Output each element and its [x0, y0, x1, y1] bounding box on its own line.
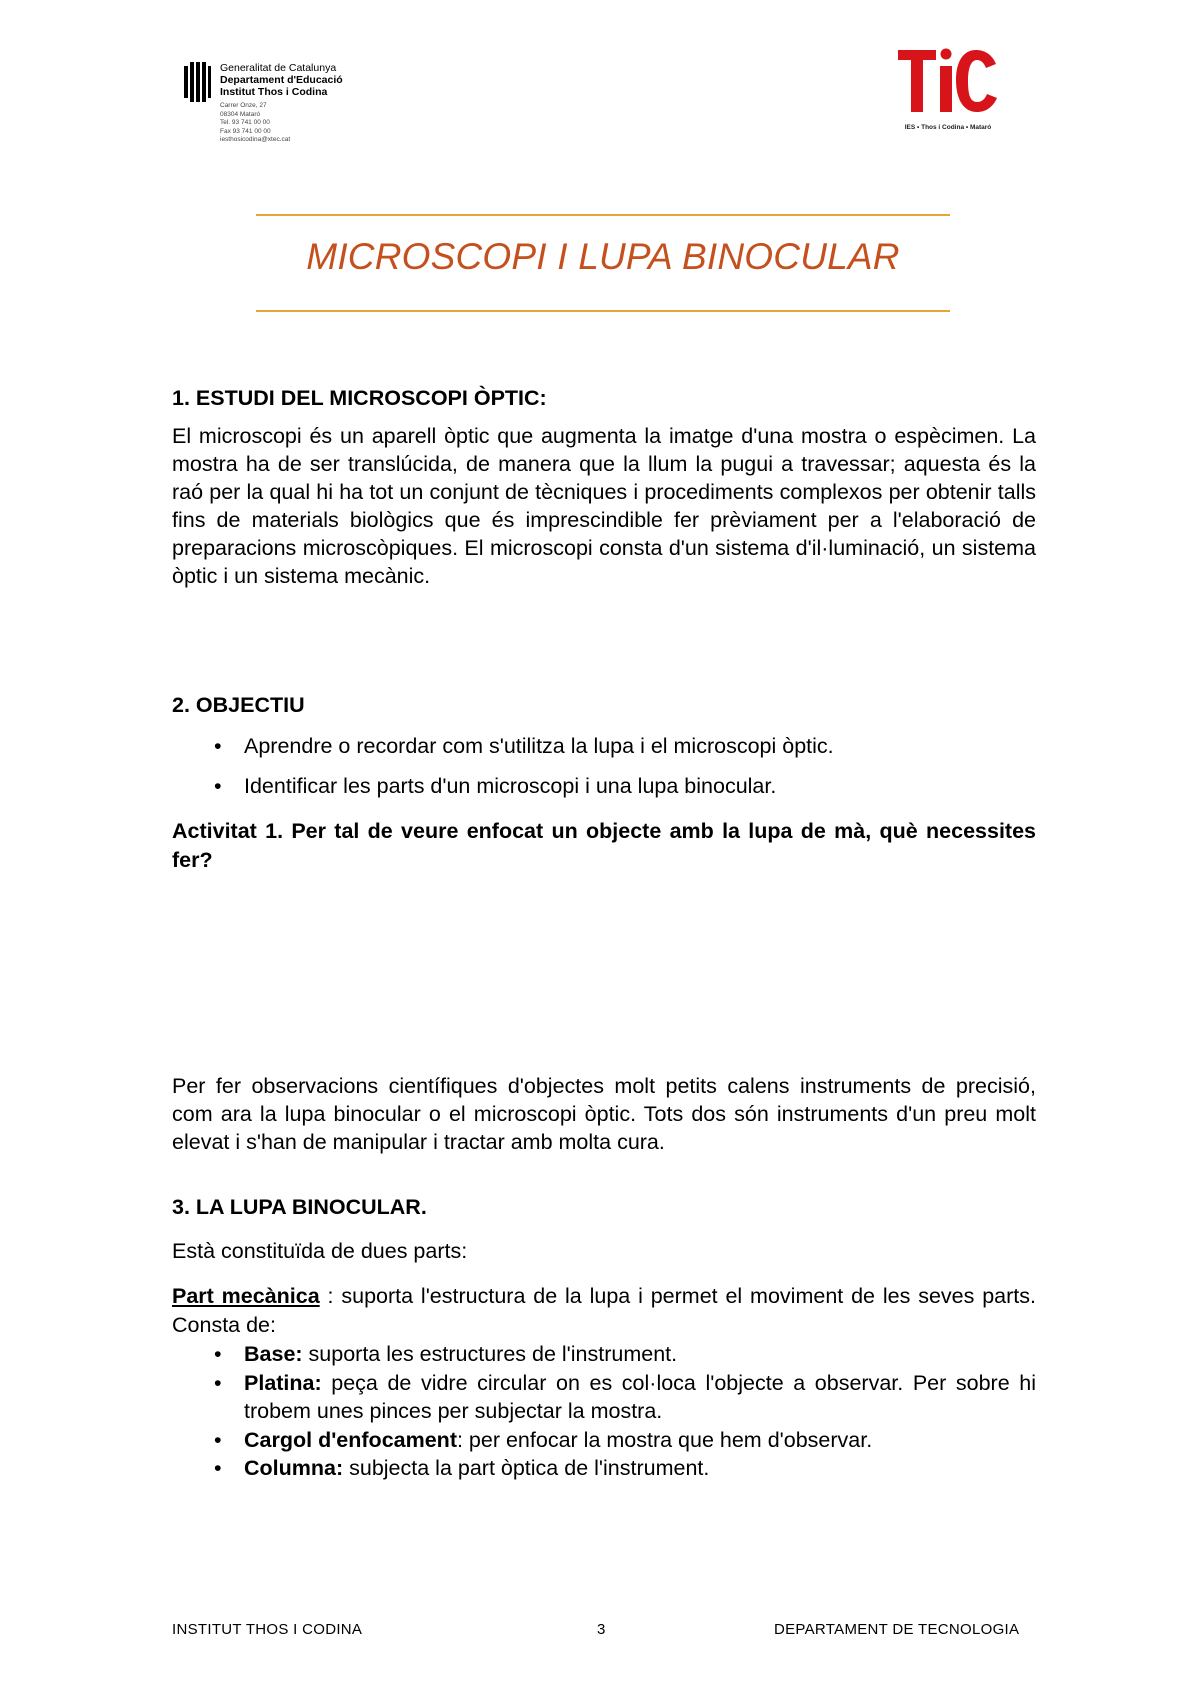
list-item-term: Columna: — [244, 1456, 344, 1480]
section3-intro: Està constituïda de dues parts: — [172, 1239, 468, 1263]
part-mecanica-label: Part mecànica — [172, 1284, 320, 1308]
paragraph-line: d'un preu molt elevat i s'han de manipular i tractar amb molta cura. — [172, 1102, 1036, 1154]
paragraph-line: procediments complexos per obtenir talls fins de materials biològics que és — [172, 480, 1036, 532]
activity-1-question — [172, 817, 1036, 875]
list-item-text: peça de vidre circular on es col·loca l'objecte a observar. Per — [321, 1370, 947, 1395]
list-item-term: Cargol d'enfocament — [244, 1427, 457, 1452]
list-item-text: subjecta la part òptica de l'instrument. — [343, 1456, 710, 1480]
list-item-term: Platina: — [244, 1370, 322, 1395]
section2-heading: 2. OBJECTIU — [172, 693, 305, 717]
paragraph-line: microscòpiques. El microscopi consta d'un sistema d'il·luminació, un sistema — [302, 536, 1036, 560]
list-item — [172, 1340, 1036, 1369]
mechanical-parts-list — [172, 1340, 1036, 1483]
bullet-icon: • — [214, 1456, 222, 1480]
footer-right: DEPARTAMENT DE TECNOLOGIA — [774, 1621, 1020, 1638]
list-item-text: sobre hi trobem unes pinces per subjectar la mostra. — [244, 1370, 1036, 1423]
tic-logo-caption: IES • Thos i Codina • Mataró — [904, 124, 992, 131]
institution-address — [220, 102, 290, 145]
paragraph-line: Per fer observacions científiques d'objectes molt petits calens instruments de — [172, 1074, 946, 1098]
institution-header — [182, 62, 482, 152]
list-item-term: Base: — [244, 1342, 303, 1366]
list-item — [172, 772, 1036, 800]
address-line: Fax 93 741 00 00 — [220, 127, 271, 135]
bullet-icon: • — [214, 734, 222, 758]
tic-logo — [896, 46, 1000, 136]
bullet-icon: • — [214, 1370, 222, 1395]
address-line: Carrer Onze, 27 — [220, 102, 267, 109]
part-mecanica-paragraph — [172, 1282, 1036, 1339]
page-title: MICROSCOPI I LUPA BINOCULAR — [306, 236, 900, 277]
footer-left: INSTITUT THOS I CODINA — [172, 1621, 363, 1638]
bullet-icon: • — [214, 1427, 222, 1452]
list-item — [172, 1369, 1036, 1426]
paragraph-line: òptic i un sistema mecànic. — [172, 564, 431, 588]
objectives-list — [172, 732, 1036, 812]
list-item — [172, 1454, 1036, 1483]
title-rule-bottom — [256, 310, 950, 312]
section3-heading: 3. LA LUPA BINOCULAR. — [172, 1195, 427, 1219]
section1-paragraph — [172, 422, 1036, 590]
title-rule-top — [256, 214, 950, 216]
footer-page-number: 3 — [597, 1621, 606, 1638]
activity-line: Activitat 1. Per tal de veure enfocat un objecte amb la lupa de mà, què — [172, 819, 918, 843]
paragraph-line: a travessar; aquesta és la raó per la qual hi ha tot un conjunt de tècniques i — [172, 452, 1036, 504]
address-line: Tel. 93 741 00 00 — [220, 119, 270, 127]
paragraph-line: precisió, com ara la lupa binocular o el microscopi òptic. Tots dos són instruments — [172, 1074, 1036, 1126]
institution-line2: Departament d'Educació — [220, 74, 343, 86]
address-line: iesthosicodina@xtec.cat — [220, 136, 291, 144]
instruments-paragraph — [172, 1072, 1036, 1156]
bullet-icon: • — [214, 774, 222, 798]
institution-name — [220, 62, 343, 98]
list-item-text: Aprendre o recordar com s'utilitza la lupa i el microscopi òptic. — [244, 734, 834, 758]
list-item-text: : per enfocar la mostra que hem d'observar. — [456, 1427, 873, 1452]
bullet-icon: • — [214, 1342, 222, 1366]
part-mecanica-text: parts. Consta de: — [172, 1284, 1036, 1337]
generalitat-emblem-icon — [182, 62, 212, 102]
paragraph-line: espècimen. La mostra ha de ser translúcida, de manera que la llum la pugui — [172, 424, 1036, 476]
list-item — [172, 732, 1036, 760]
address-line: 08304 Mataró — [220, 110, 261, 118]
tic-logo-icon — [896, 46, 1000, 122]
list-item — [172, 1426, 1036, 1455]
institution-line1: Generalitat de Catalunya — [220, 62, 337, 74]
activity-line: necessites fer? — [172, 819, 1036, 872]
list-item-text: Identificar les parts d'un microscopi i una lupa binocular. — [244, 774, 777, 798]
section1-heading: 1. ESTUDI DEL MICROSCOPI ÒPTIC: — [172, 386, 547, 410]
list-item-text: suporta les estructures de l'instrument. — [302, 1342, 678, 1366]
paragraph-line: El microscopi és un aparell òptic que augmenta la imatge d'una mostra o — [172, 424, 887, 448]
part-mecanica-text: : suporta l'estructura de la lupa i permet el moviment de les seves — [319, 1284, 975, 1308]
paragraph-line: imprescindible fer prèviament per a l'elaboració de preparacions — [172, 508, 1036, 560]
institution-line3: Institut Thos i Codina — [220, 86, 328, 98]
